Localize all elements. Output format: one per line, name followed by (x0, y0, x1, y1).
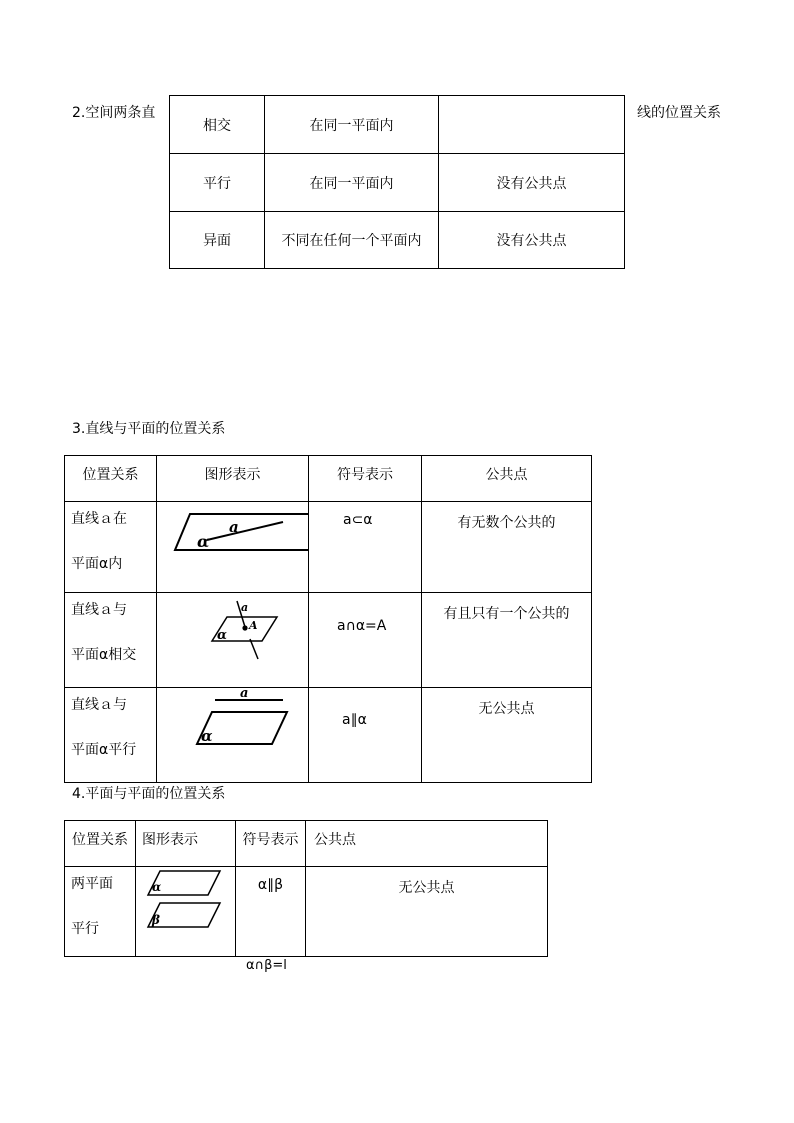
relation-line1: 直线ａ与 (71, 697, 127, 713)
cell-points: 无公共点 (306, 867, 548, 957)
cell-points: 没有公共点 (439, 212, 625, 269)
table-row (170, 212, 625, 269)
table-row (170, 96, 625, 154)
table-row (65, 593, 592, 688)
cell-figure (136, 867, 236, 957)
section4-heading: 4.平面与平面的位置关系 (72, 786, 226, 802)
point-label: A (249, 619, 258, 632)
cell-symbol: α∥β (236, 867, 306, 957)
cell-figure (157, 688, 309, 783)
cell-symbol: a∩α=A (309, 593, 422, 688)
header-relation: 位置关系 (65, 456, 157, 502)
relation-line2: 平面α内 (71, 556, 123, 572)
table-header-row (65, 456, 592, 502)
cell-symbol: a∥α (309, 688, 422, 783)
relation-line2: 平行 (71, 921, 99, 937)
cell-points: 无公共点 (422, 688, 592, 783)
lines-relation-table (169, 95, 625, 269)
relation-line1: 直线ａ与 (71, 602, 127, 618)
section2-heading-left: 2.空间两条直 (72, 105, 156, 121)
plane-label: α (197, 532, 210, 551)
cell-points: 没有公共点 (439, 154, 625, 212)
cell-relation: 异面 (170, 212, 265, 269)
line-in-plane-figure (157, 502, 308, 562)
section2-heading-right: 线的位置关系 (637, 105, 721, 121)
cell-points: 有无数个公共的 (422, 502, 592, 593)
plane-plane-table (64, 820, 548, 957)
table-row (65, 688, 592, 783)
cell-relation (65, 867, 136, 957)
plane-label: α (201, 727, 213, 745)
cell-relation (65, 502, 157, 593)
cell-plane: 在同一平面内 (265, 96, 439, 154)
table-row (65, 867, 548, 957)
line-label: a (229, 518, 239, 536)
section3-heading: 3.直线与平面的位置关系 (72, 421, 226, 437)
header-figure: 图形表示 (157, 456, 309, 502)
header-points: 公共点 (422, 456, 592, 502)
cell-plane: 在同一平面内 (265, 154, 439, 212)
cell-relation (65, 688, 157, 783)
cell-relation (65, 593, 157, 688)
line-label: a (241, 601, 249, 614)
bottom-plane-label: β (152, 913, 160, 927)
top-plane-label: α (152, 880, 162, 894)
line-parallel-plane-figure (157, 688, 308, 778)
table-row (170, 154, 625, 212)
table-header-row (65, 821, 548, 867)
header-figure: 图形表示 (136, 821, 236, 867)
relation-line2: 平面α平行 (71, 742, 137, 758)
cell-symbol: a⊂α (309, 502, 422, 593)
table-row (65, 502, 592, 593)
line-plane-table (64, 455, 592, 783)
line-intersects-plane-figure (157, 593, 308, 683)
relation-line1: 两平面 (71, 876, 113, 892)
header-relation: 位置关系 (65, 821, 136, 867)
relation-line2: 平面α相交 (71, 647, 137, 663)
parallel-planes-figure (136, 867, 229, 937)
cell-figure (157, 593, 309, 688)
line-label: a (240, 688, 249, 701)
trailing-symbol: α∩β=l (246, 958, 287, 973)
header-symbol: 符号表示 (236, 821, 306, 867)
cell-relation: 平行 (170, 154, 265, 212)
cell-figure (157, 502, 309, 593)
cell-points: 有且只有一个公共的 (422, 593, 592, 688)
plane-label: α (217, 628, 228, 643)
header-symbol: 符号表示 (309, 456, 422, 502)
header-points: 公共点 (306, 821, 548, 867)
cell-plane: 不同在任何一个平面内 (265, 212, 439, 269)
cell-points (439, 96, 625, 154)
cell-relation: 相交 (170, 96, 265, 154)
relation-line1: 直线ａ在 (71, 511, 127, 527)
